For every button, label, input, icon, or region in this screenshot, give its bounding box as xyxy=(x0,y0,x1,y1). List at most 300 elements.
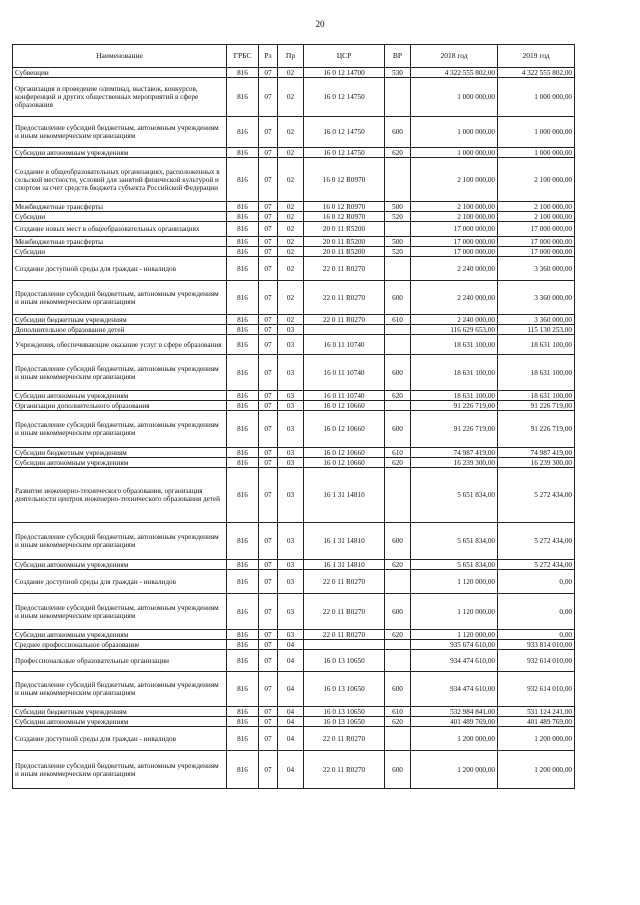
row-grbs-cell: 816 xyxy=(227,315,259,325)
row-name-cell: Создание доступной среды для граждан - инвалидов xyxy=(13,570,227,594)
row-rz-cell: 07 xyxy=(259,594,278,630)
row-rz-cell: 07 xyxy=(259,222,278,237)
row-amount-2019-cell: 1 200 000,00 xyxy=(498,751,575,789)
row-name-cell: Создание новых мест в общеобразовательных организациях xyxy=(13,222,227,237)
row-amount-2019-cell: 2 100 000,00 xyxy=(498,158,575,202)
row-pr-cell: 03 xyxy=(278,325,304,335)
row-csr-cell: 16 0 13 10650 xyxy=(304,650,385,672)
table-row xyxy=(13,594,575,630)
table-row xyxy=(13,523,575,560)
row-grbs-cell: 816 xyxy=(227,117,259,148)
table-row xyxy=(13,717,575,727)
row-vr-cell: 610 xyxy=(385,315,411,325)
row-csr-cell: 16 0 12 14750 xyxy=(304,78,385,117)
row-pr-cell: 02 xyxy=(278,158,304,202)
header-name: Наименование xyxy=(13,45,227,68)
row-amount-2019-cell: 74 987 419,00 xyxy=(498,448,575,458)
row-name-cell: Межбюджетные трансферты xyxy=(13,202,227,212)
row-amount-2019-cell: 5 272 434,00 xyxy=(498,523,575,560)
row-name-cell: Субсидии автономным учреждениям xyxy=(13,391,227,401)
table-row xyxy=(13,158,575,202)
row-csr-cell: 16 0 12 R0970 xyxy=(304,158,385,202)
row-amount-2019-cell: 0,00 xyxy=(498,630,575,640)
row-vr-cell: 500 xyxy=(385,202,411,212)
row-vr-cell: 600 xyxy=(385,523,411,560)
row-rz-cell: 07 xyxy=(259,117,278,148)
row-pr-cell: 04 xyxy=(278,672,304,707)
row-amount-2019-cell: 0,00 xyxy=(498,594,575,630)
row-vr-cell: 500 xyxy=(385,237,411,247)
row-amount-2018-cell: 1 120 000,00 xyxy=(411,630,498,640)
table-header-row xyxy=(13,45,575,68)
row-vr-cell: 530 xyxy=(385,68,411,78)
row-name-cell: Организации дополнительного образования xyxy=(13,401,227,411)
row-csr-cell: 22 0 11 R0270 xyxy=(304,630,385,640)
row-vr-cell: 620 xyxy=(385,717,411,727)
row-name-cell: Субсидии бюджетным учреждениям xyxy=(13,448,227,458)
table-row xyxy=(13,117,575,148)
row-csr-cell: 16 0 13 10650 xyxy=(304,707,385,717)
table-row xyxy=(13,237,575,247)
table-row xyxy=(13,325,575,335)
row-grbs-cell: 816 xyxy=(227,391,259,401)
table-row xyxy=(13,448,575,458)
row-amount-2018-cell: 17 000 000,00 xyxy=(411,222,498,237)
row-name-cell: Профессиональные образовательные организации xyxy=(13,650,227,672)
row-amount-2018-cell: 5 651 834,00 xyxy=(411,523,498,560)
row-grbs-cell: 816 xyxy=(227,640,259,650)
row-csr-cell: 16 0 11 10740 xyxy=(304,391,385,401)
header-rz: Рз xyxy=(259,45,278,68)
row-amount-2018-cell: 2 100 000,00 xyxy=(411,202,498,212)
table-row xyxy=(13,315,575,325)
table-row xyxy=(13,202,575,212)
row-rz-cell: 07 xyxy=(259,727,278,751)
table-row xyxy=(13,707,575,717)
row-amount-2018-cell: 17 000 000,00 xyxy=(411,247,498,257)
row-pr-cell: 02 xyxy=(278,237,304,247)
row-csr-cell: 16 0 11 10740 xyxy=(304,335,385,355)
row-grbs-cell: 816 xyxy=(227,401,259,411)
row-rz-cell: 07 xyxy=(259,148,278,158)
row-csr-cell xyxy=(304,640,385,650)
row-amount-2018-cell: 91 226 719,00 xyxy=(411,401,498,411)
row-rz-cell: 07 xyxy=(259,68,278,78)
row-amount-2018-cell: 934 474 610,00 xyxy=(411,650,498,672)
row-name-cell: Субвенции xyxy=(13,68,227,78)
row-pr-cell: 03 xyxy=(278,335,304,355)
row-amount-2019-cell: 91 226 719,00 xyxy=(498,411,575,448)
row-vr-cell: 610 xyxy=(385,707,411,717)
row-grbs-cell: 816 xyxy=(227,257,259,281)
row-grbs-cell: 816 xyxy=(227,707,259,717)
row-pr-cell: 04 xyxy=(278,717,304,727)
row-vr-cell xyxy=(385,335,411,355)
row-rz-cell: 07 xyxy=(259,448,278,458)
row-name-cell: Дополнительное образование детей xyxy=(13,325,227,335)
row-amount-2018-cell: 532 984 841,00 xyxy=(411,707,498,717)
row-amount-2019-cell: 91 226 719,00 xyxy=(498,401,575,411)
row-rz-cell: 07 xyxy=(259,281,278,315)
row-csr-cell: 16 0 12 R0970 xyxy=(304,212,385,222)
row-csr-cell: 16 0 12 10660 xyxy=(304,458,385,468)
row-csr-cell: 22 0 11 R0270 xyxy=(304,727,385,751)
row-csr-cell: 22 0 11 R0270 xyxy=(304,594,385,630)
row-csr-cell: 20 0 11 R5200 xyxy=(304,247,385,257)
row-vr-cell: 610 xyxy=(385,448,411,458)
row-amount-2018-cell: 1 120 000,00 xyxy=(411,570,498,594)
row-grbs-cell: 816 xyxy=(227,468,259,523)
row-grbs-cell: 816 xyxy=(227,560,259,570)
table-row xyxy=(13,222,575,237)
budget-table xyxy=(12,44,575,789)
table-row xyxy=(13,247,575,257)
row-rz-cell: 07 xyxy=(259,237,278,247)
row-csr-cell: 16 1 31 14810 xyxy=(304,560,385,570)
row-pr-cell: 02 xyxy=(278,315,304,325)
row-amount-2019-cell: 17 000 000,00 xyxy=(498,247,575,257)
row-rz-cell: 07 xyxy=(259,630,278,640)
row-csr-cell: 16 0 12 10660 xyxy=(304,401,385,411)
row-csr-cell: 16 0 12 14700 xyxy=(304,68,385,78)
row-pr-cell: 02 xyxy=(278,257,304,281)
row-csr-cell xyxy=(304,325,385,335)
row-amount-2018-cell: 935 674 610,00 xyxy=(411,640,498,650)
row-rz-cell: 07 xyxy=(259,717,278,727)
row-pr-cell: 02 xyxy=(278,202,304,212)
row-name-cell: Предоставление субсидий бюджетным, автономным учреждениям и иным некоммерческим организациям xyxy=(13,117,227,148)
row-amount-2018-cell: 4 322 555 802,00 xyxy=(411,68,498,78)
row-amount-2019-cell: 5 272 434,00 xyxy=(498,560,575,570)
row-amount-2019-cell: 401 489 769,00 xyxy=(498,717,575,727)
row-vr-cell xyxy=(385,401,411,411)
table-row xyxy=(13,335,575,355)
row-amount-2018-cell: 18 631 100,00 xyxy=(411,391,498,401)
table-row xyxy=(13,257,575,281)
row-vr-cell: 620 xyxy=(385,560,411,570)
row-rz-cell: 07 xyxy=(259,468,278,523)
row-name-cell: Учреждения, обеспечивающие оказание услуг в сфере образования xyxy=(13,335,227,355)
row-grbs-cell: 816 xyxy=(227,717,259,727)
row-name-cell: Среднее профессиональное образование xyxy=(13,640,227,650)
row-amount-2019-cell: 115 130 253,00 xyxy=(498,325,575,335)
row-amount-2019-cell: 932 614 010,00 xyxy=(498,650,575,672)
row-amount-2018-cell: 18 631 100,00 xyxy=(411,355,498,391)
row-grbs-cell: 816 xyxy=(227,325,259,335)
row-name-cell: Субсидии автономным учреждениям xyxy=(13,148,227,158)
row-rz-cell: 07 xyxy=(259,325,278,335)
row-name-cell: Межбюджетные трансферты xyxy=(13,237,227,247)
row-vr-cell: 620 xyxy=(385,148,411,158)
row-pr-cell: 04 xyxy=(278,650,304,672)
row-name-cell: Создание доступной среды для граждан - инвалидов xyxy=(13,257,227,281)
row-grbs-cell: 816 xyxy=(227,78,259,117)
row-amount-2019-cell: 0,00 xyxy=(498,570,575,594)
row-amount-2019-cell: 3 360 000,00 xyxy=(498,257,575,281)
row-csr-cell: 16 0 12 10660 xyxy=(304,411,385,448)
row-amount-2018-cell: 5 651 834,00 xyxy=(411,468,498,523)
row-grbs-cell: 816 xyxy=(227,458,259,468)
row-vr-cell: 600 xyxy=(385,117,411,148)
row-csr-cell: 16 1 31 14810 xyxy=(304,468,385,523)
row-pr-cell: 04 xyxy=(278,640,304,650)
row-grbs-cell: 816 xyxy=(227,68,259,78)
row-vr-cell: 600 xyxy=(385,672,411,707)
row-name-cell: Субсидии бюджетным учреждениям xyxy=(13,315,227,325)
table-row xyxy=(13,281,575,315)
row-amount-2019-cell: 5 272 434,00 xyxy=(498,468,575,523)
row-vr-cell: 600 xyxy=(385,355,411,391)
table-row xyxy=(13,391,575,401)
row-amount-2019-cell: 1 000 000,00 xyxy=(498,117,575,148)
row-name-cell: Предоставление субсидий бюджетным, автономным учреждениям и иным некоммерческим организациям xyxy=(13,281,227,315)
row-amount-2018-cell: 17 000 000,00 xyxy=(411,237,498,247)
row-amount-2018-cell: 1 120 000,00 xyxy=(411,594,498,630)
row-amount-2019-cell: 3 360 000,00 xyxy=(498,315,575,325)
row-rz-cell: 07 xyxy=(259,355,278,391)
row-grbs-cell: 816 xyxy=(227,222,259,237)
row-pr-cell: 02 xyxy=(278,222,304,237)
row-csr-cell: 16 0 11 10740 xyxy=(304,355,385,391)
row-amount-2018-cell: 1 200 000,00 xyxy=(411,751,498,789)
row-name-cell: Предоставление субсидий бюджетным, автономным учреждениям и иным некоммерческим организациям xyxy=(13,523,227,560)
row-rz-cell: 07 xyxy=(259,257,278,281)
row-amount-2019-cell: 16 239 300,00 xyxy=(498,458,575,468)
row-grbs-cell: 816 xyxy=(227,523,259,560)
row-amount-2018-cell: 74 987 419,00 xyxy=(411,448,498,458)
row-amount-2019-cell: 531 124 241,00 xyxy=(498,707,575,717)
table-row xyxy=(13,630,575,640)
row-amount-2018-cell: 91 226 719,00 xyxy=(411,411,498,448)
row-name-cell: Предоставление субсидий бюджетным, автономным учреждениям и иным некоммерческим организациям xyxy=(13,594,227,630)
row-vr-cell xyxy=(385,325,411,335)
row-csr-cell: 20 0 11 R5200 xyxy=(304,237,385,247)
row-pr-cell: 02 xyxy=(278,212,304,222)
row-rz-cell: 07 xyxy=(259,570,278,594)
row-grbs-cell: 816 xyxy=(227,281,259,315)
row-name-cell: Развитие инженерно-технического образования, организация деятельности центров инженерно-технического образования детей xyxy=(13,468,227,523)
row-amount-2019-cell: 2 100 000,00 xyxy=(498,212,575,222)
row-amount-2019-cell: 4 322 555 802,00 xyxy=(498,68,575,78)
table-row xyxy=(13,458,575,468)
header-grbs: ГРБС xyxy=(227,45,259,68)
row-rz-cell: 07 xyxy=(259,78,278,117)
table-row xyxy=(13,468,575,523)
row-vr-cell xyxy=(385,222,411,237)
row-amount-2019-cell: 2 100 000,00 xyxy=(498,202,575,212)
row-pr-cell: 02 xyxy=(278,117,304,148)
row-vr-cell: 600 xyxy=(385,411,411,448)
table-row xyxy=(13,727,575,751)
row-amount-2018-cell: 16 239 300,00 xyxy=(411,458,498,468)
table-row xyxy=(13,401,575,411)
row-vr-cell xyxy=(385,468,411,523)
row-amount-2019-cell: 1 000 000,00 xyxy=(498,148,575,158)
row-amount-2018-cell: 1 000 000,00 xyxy=(411,117,498,148)
row-amount-2018-cell: 401 489 769,00 xyxy=(411,717,498,727)
row-rz-cell: 07 xyxy=(259,158,278,202)
header-pr: Пр xyxy=(278,45,304,68)
row-vr-cell: 620 xyxy=(385,630,411,640)
row-grbs-cell: 816 xyxy=(227,448,259,458)
row-rz-cell: 07 xyxy=(259,411,278,448)
row-csr-cell: 22 0 11 R0270 xyxy=(304,257,385,281)
row-rz-cell: 07 xyxy=(259,560,278,570)
row-grbs-cell: 816 xyxy=(227,212,259,222)
row-amount-2018-cell: 2 240 000,00 xyxy=(411,257,498,281)
row-rz-cell: 07 xyxy=(259,212,278,222)
row-csr-cell: 16 0 13 10650 xyxy=(304,717,385,727)
table-row xyxy=(13,570,575,594)
table-row xyxy=(13,355,575,391)
row-grbs-cell: 816 xyxy=(227,158,259,202)
row-vr-cell: 600 xyxy=(385,594,411,630)
table-row xyxy=(13,212,575,222)
table-row xyxy=(13,672,575,707)
row-pr-cell: 04 xyxy=(278,751,304,789)
row-csr-cell: 22 0 11 R0270 xyxy=(304,315,385,325)
page-number: 20 xyxy=(315,19,325,29)
row-amount-2019-cell: 1 000 000,00 xyxy=(498,78,575,117)
row-name-cell: Субсидии бюджетным учреждениям xyxy=(13,707,227,717)
row-pr-cell: 03 xyxy=(278,448,304,458)
table-row xyxy=(13,560,575,570)
row-grbs-cell: 816 xyxy=(227,335,259,355)
table-row xyxy=(13,148,575,158)
row-grbs-cell: 816 xyxy=(227,672,259,707)
row-grbs-cell: 816 xyxy=(227,751,259,789)
row-grbs-cell: 816 xyxy=(227,411,259,448)
row-amount-2018-cell: 5 651 834,00 xyxy=(411,560,498,570)
row-name-cell: Субсидии автономным учреждениям xyxy=(13,458,227,468)
row-name-cell: Создание доступной среды для граждан - инвалидов xyxy=(13,727,227,751)
row-amount-2018-cell: 2 100 000,00 xyxy=(411,212,498,222)
table-row xyxy=(13,650,575,672)
row-name-cell: Субсидии автономным учреждениям xyxy=(13,630,227,640)
row-amount-2018-cell: 2 100 000,00 xyxy=(411,158,498,202)
row-amount-2019-cell: 1 200 000,00 xyxy=(498,727,575,751)
row-pr-cell: 04 xyxy=(278,707,304,717)
row-csr-cell: 22 0 11 R0270 xyxy=(304,751,385,789)
row-grbs-cell: 816 xyxy=(227,202,259,212)
row-amount-2018-cell: 18 631 100,00 xyxy=(411,335,498,355)
row-name-cell: Предоставление субсидий бюджетным, автономным учреждениям и иным некоммерческим организациям xyxy=(13,411,227,448)
row-name-cell: Создание в общеобразовательных организациях, расположенных в сельской местности, условий для занятий физической культурой и спортом за счет средств бюджета субъекта Российской Федерации xyxy=(13,158,227,202)
row-amount-2019-cell: 933 814 010,00 xyxy=(498,640,575,650)
row-csr-cell: 16 0 12 14750 xyxy=(304,117,385,148)
row-csr-cell: 16 0 12 10660 xyxy=(304,448,385,458)
row-amount-2018-cell: 1 200 000,00 xyxy=(411,727,498,751)
row-rz-cell: 07 xyxy=(259,640,278,650)
table-body xyxy=(13,68,575,789)
row-vr-cell: 600 xyxy=(385,281,411,315)
row-pr-cell: 03 xyxy=(278,570,304,594)
row-csr-cell: 16 1 31 14810 xyxy=(304,523,385,560)
row-vr-cell xyxy=(385,650,411,672)
row-vr-cell: 520 xyxy=(385,247,411,257)
row-amount-2018-cell: 1 000 000,00 xyxy=(411,78,498,117)
table-row xyxy=(13,68,575,78)
row-pr-cell: 03 xyxy=(278,523,304,560)
row-csr-cell: 22 0 11 R0270 xyxy=(304,281,385,315)
row-amount-2018-cell: 2 240 000,00 xyxy=(411,315,498,325)
row-pr-cell: 03 xyxy=(278,560,304,570)
row-grbs-cell: 816 xyxy=(227,355,259,391)
row-vr-cell xyxy=(385,727,411,751)
row-amount-2018-cell: 116 629 653,00 xyxy=(411,325,498,335)
row-name-cell: Субсидии автономным учреждениям xyxy=(13,560,227,570)
row-pr-cell: 03 xyxy=(278,458,304,468)
row-pr-cell: 03 xyxy=(278,391,304,401)
row-pr-cell: 04 xyxy=(278,727,304,751)
row-vr-cell: 520 xyxy=(385,212,411,222)
row-name-cell: Субсидии xyxy=(13,247,227,257)
row-pr-cell: 03 xyxy=(278,411,304,448)
row-amount-2019-cell: 18 631 100,00 xyxy=(498,335,575,355)
row-rz-cell: 07 xyxy=(259,523,278,560)
header-vr: ВР xyxy=(385,45,411,68)
row-vr-cell: 600 xyxy=(385,751,411,789)
row-rz-cell: 07 xyxy=(259,707,278,717)
row-name-cell: Предоставление субсидий бюджетным, автономным учреждениям и иным некоммерческим организациям xyxy=(13,672,227,707)
row-amount-2019-cell: 17 000 000,00 xyxy=(498,222,575,237)
row-csr-cell: 16 0 12 14750 xyxy=(304,148,385,158)
row-amount-2018-cell: 2 240 000,00 xyxy=(411,281,498,315)
row-rz-cell: 07 xyxy=(259,751,278,789)
row-grbs-cell: 816 xyxy=(227,247,259,257)
row-grbs-cell: 816 xyxy=(227,148,259,158)
row-csr-cell: 22 0 11 R0270 xyxy=(304,570,385,594)
row-pr-cell: 03 xyxy=(278,468,304,523)
row-rz-cell: 07 xyxy=(259,458,278,468)
row-rz-cell: 07 xyxy=(259,672,278,707)
row-amount-2019-cell: 932 614 010,00 xyxy=(498,672,575,707)
row-pr-cell: 02 xyxy=(278,281,304,315)
row-grbs-cell: 816 xyxy=(227,630,259,640)
row-pr-cell: 02 xyxy=(278,68,304,78)
row-grbs-cell: 816 xyxy=(227,570,259,594)
row-vr-cell xyxy=(385,570,411,594)
row-grbs-cell: 816 xyxy=(227,650,259,672)
row-pr-cell: 02 xyxy=(278,78,304,117)
row-rz-cell: 07 xyxy=(259,202,278,212)
row-name-cell: Субсидии xyxy=(13,212,227,222)
row-grbs-cell: 816 xyxy=(227,727,259,751)
row-grbs-cell: 816 xyxy=(227,594,259,630)
row-vr-cell: 620 xyxy=(385,391,411,401)
table-row xyxy=(13,640,575,650)
table-row xyxy=(13,411,575,448)
header-csr: ЦСР xyxy=(304,45,385,68)
row-pr-cell: 03 xyxy=(278,630,304,640)
row-vr-cell: 620 xyxy=(385,458,411,468)
row-csr-cell: 16 0 12 R0970 xyxy=(304,202,385,212)
row-amount-2019-cell: 3 360 000,00 xyxy=(498,281,575,315)
row-amount-2019-cell: 17 000 000,00 xyxy=(498,237,575,247)
row-pr-cell: 03 xyxy=(278,355,304,391)
row-amount-2019-cell: 18 631 100,00 xyxy=(498,391,575,401)
row-grbs-cell: 816 xyxy=(227,237,259,247)
row-vr-cell xyxy=(385,78,411,117)
row-pr-cell: 02 xyxy=(278,148,304,158)
row-pr-cell: 03 xyxy=(278,401,304,411)
row-pr-cell: 02 xyxy=(278,247,304,257)
header-2018: 2018 год xyxy=(411,45,498,68)
row-amount-2019-cell: 18 631 100,00 xyxy=(498,355,575,391)
row-name-cell: Организация и проведение олимпиад, выставок, конкурсов, конференций и других общественных мероприятий в сфере образования xyxy=(13,78,227,117)
row-csr-cell: 20 0 11 R5200 xyxy=(304,222,385,237)
row-vr-cell xyxy=(385,640,411,650)
